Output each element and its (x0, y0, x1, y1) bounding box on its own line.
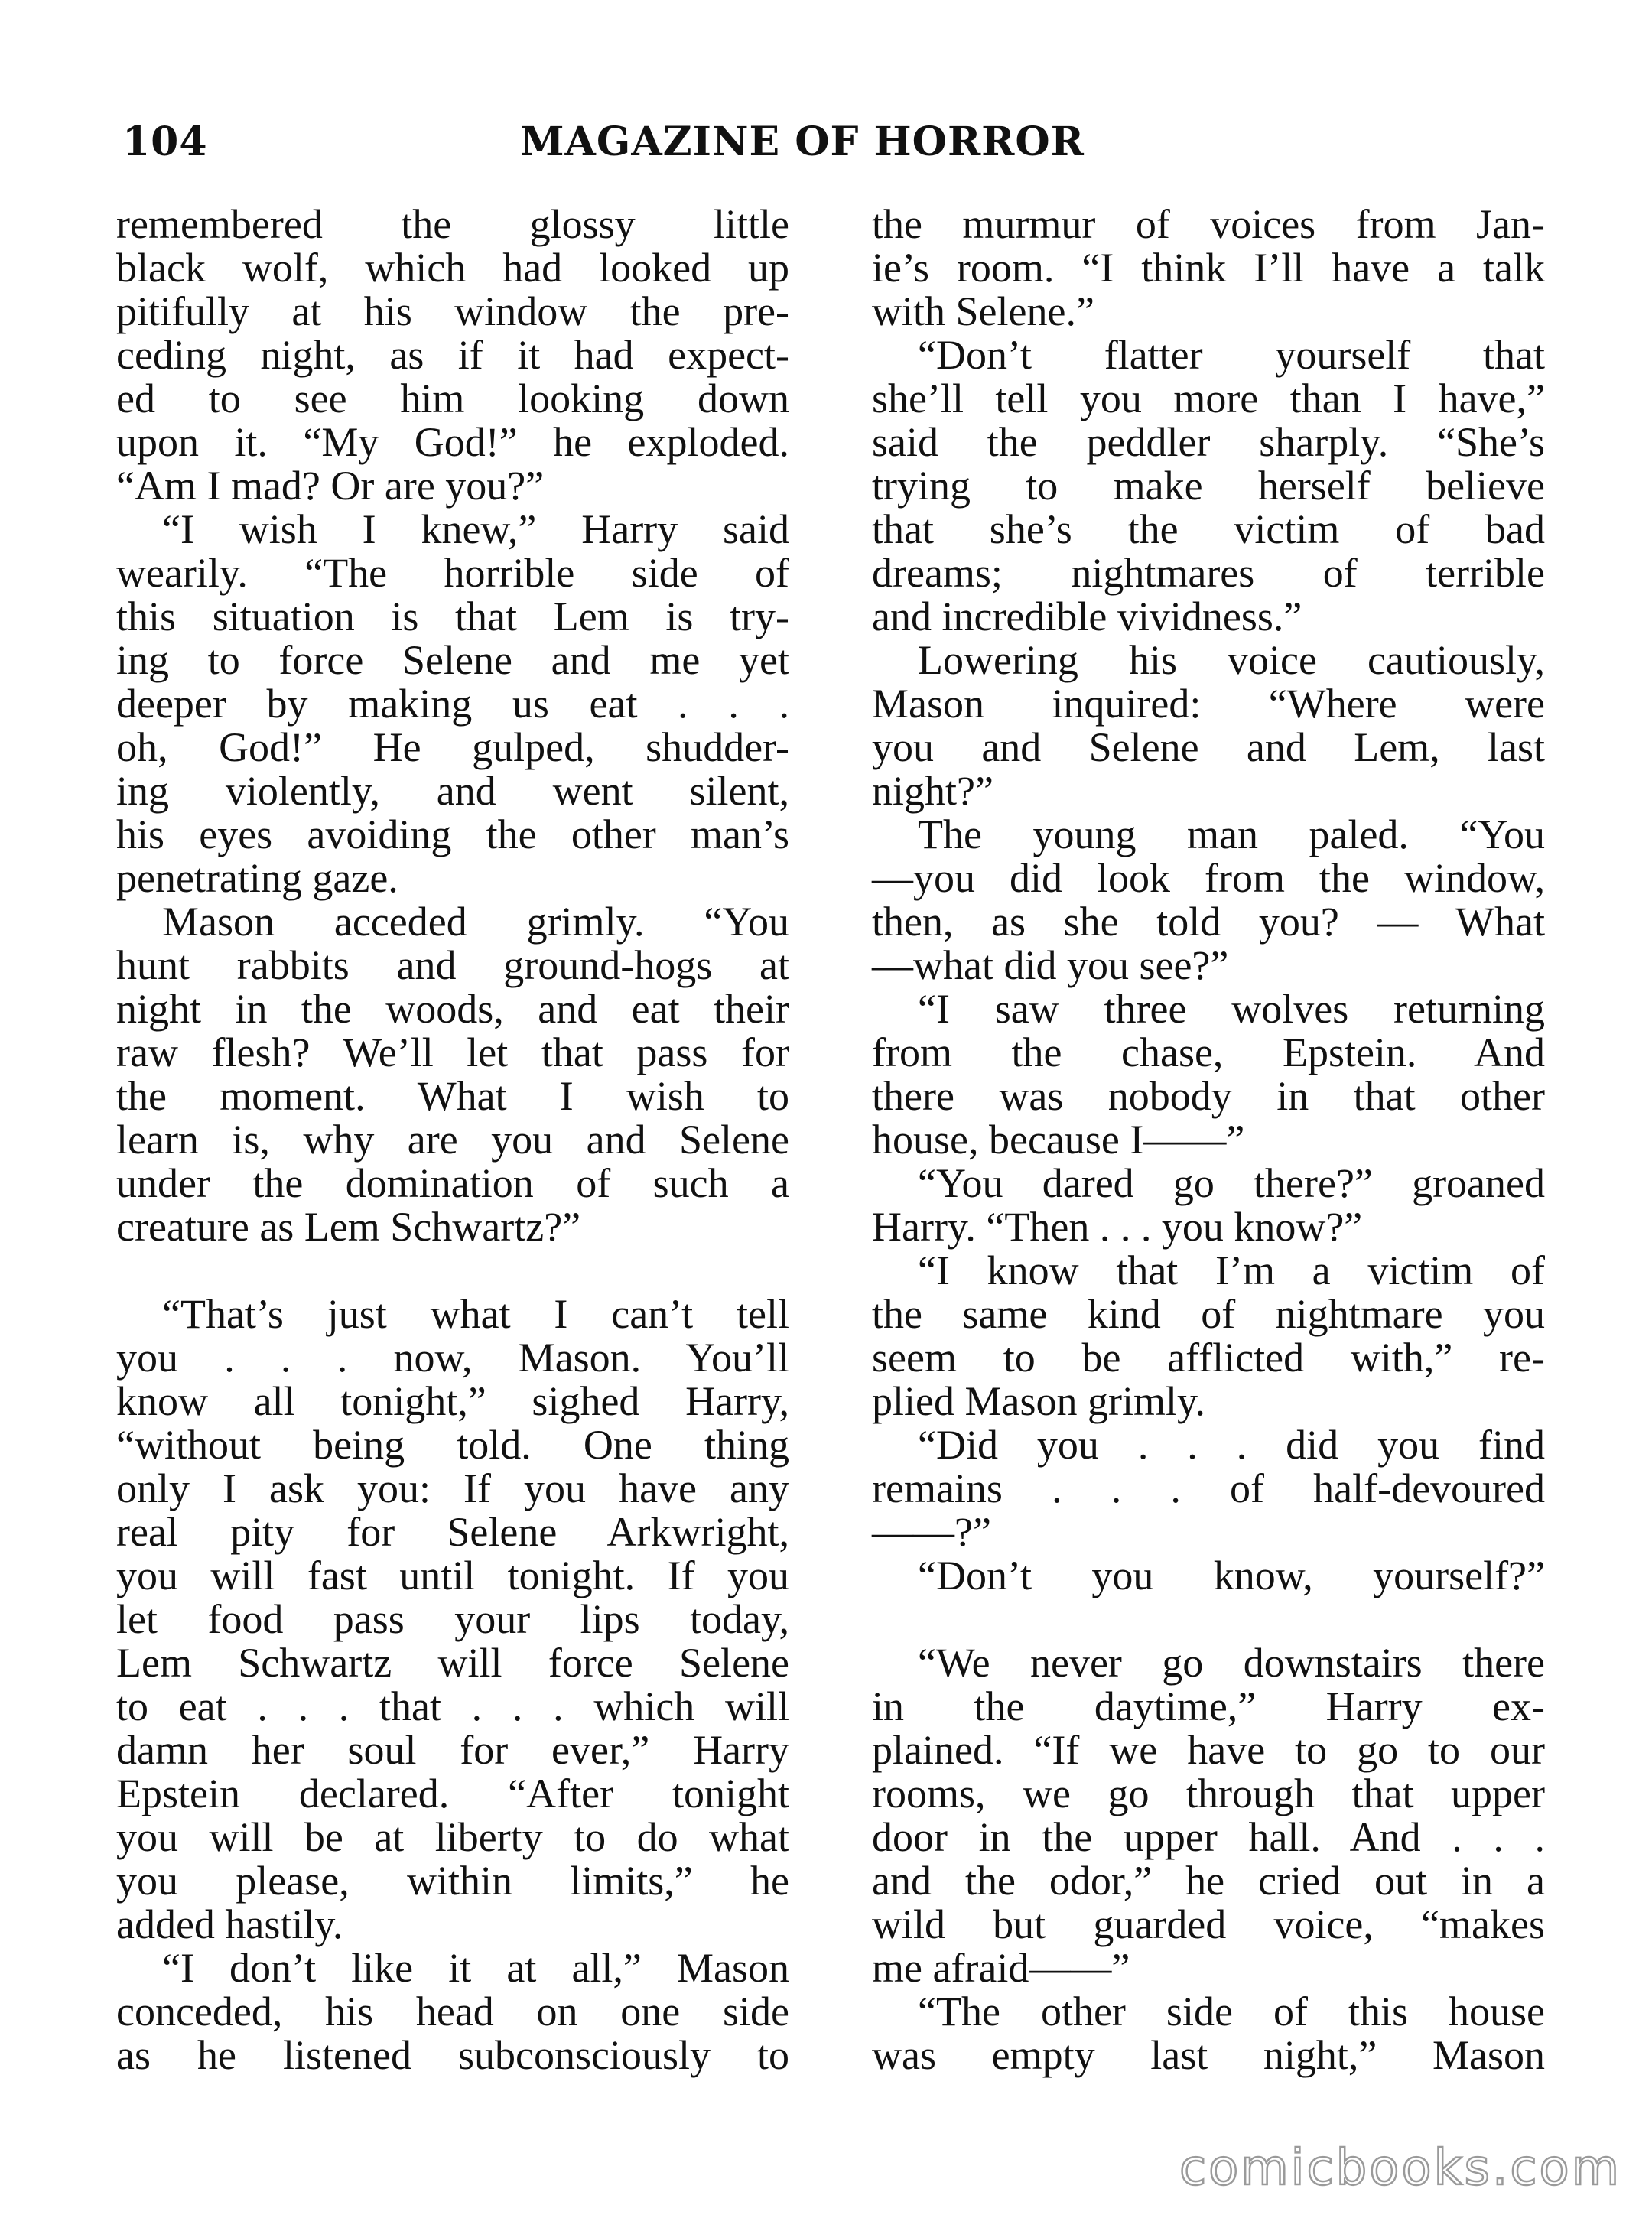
text-line: “I know that I’m a victim of (918, 1247, 1545, 1293)
text-line: “I don’t like it at all,” Mason (162, 1945, 789, 1991)
text-line: “Don’t you know, yourself?” (918, 1553, 1545, 1598)
text-line: to eat . . . that . . . which will (116, 1683, 789, 1729)
text-line: “I wish I knew,” Harry said (162, 506, 789, 552)
text-line: you . . . now, Mason. You’ll (116, 1335, 789, 1381)
text-line: raw flesh? We’ll let that pass for (116, 1029, 789, 1075)
text-line: Mason acceded grimly. “You (162, 899, 789, 945)
text-line: night in the woods, and eat their (116, 986, 789, 1032)
text-line: remains . . . of half-devoured (872, 1465, 1545, 1511)
paragraph-break (872, 1598, 1545, 1641)
text-line: only I ask you: If you have any (116, 1465, 789, 1511)
text-line: Lowering his voice cautiously, (918, 637, 1545, 683)
text-line: oh, God!” He gulped, shudder- (116, 724, 789, 770)
text-line: me afraid——” (872, 1945, 1130, 1991)
text-line: said the peddler sharply. “She’s (872, 419, 1545, 465)
text-line: there was nobody in that other (872, 1073, 1545, 1119)
text-line: “I saw three wolves returning (918, 986, 1545, 1032)
text-line: ed to see him looking down (116, 376, 789, 421)
text-line: “We never go downstairs there (918, 1640, 1545, 1686)
text-line: added hastily. (116, 1901, 343, 1947)
text-line: then, as she told you? — What (872, 899, 1545, 945)
text-line: plied Mason grimly. (872, 1378, 1205, 1424)
text-line: that she’s the victim of bad (872, 506, 1545, 552)
running-head-title: MAGAZINE OF HORROR (520, 119, 1085, 165)
text-line: with Selene.” (872, 288, 1094, 334)
text-line: remembered the glossy little (116, 201, 789, 247)
text-line: creature as Lem Schwartz?” (116, 1204, 581, 1250)
text-line: ——?” (872, 1509, 991, 1555)
text-line: as he listened subconsciously to (116, 2032, 789, 2078)
text-line: “Don’t flatter yourself that (918, 332, 1545, 378)
text-line: under the domination of such a (116, 1160, 789, 1206)
text-line: pitifully at his window the pre- (116, 288, 789, 334)
text-line: real pity for Selene Arkwright, (116, 1509, 789, 1555)
text-line: “That’s just what I can’t tell (162, 1291, 789, 1337)
text-line: from the chase, Epstein. And (872, 1029, 1545, 1075)
text-line: in the daytime,” Harry ex- (872, 1683, 1545, 1729)
text-line: she’ll tell you more than I have,” (872, 376, 1545, 421)
text-line: Mason inquired: “Where were (872, 681, 1545, 727)
text-line: wild but guarded voice, “makes (872, 1901, 1545, 1947)
text-line: you and Selene and Lem, last (872, 724, 1545, 770)
paragraph-break (116, 1249, 789, 1293)
text-line: night?” (872, 768, 993, 814)
text-line: house, because I——” (872, 1117, 1245, 1163)
text-line: ing violently, and went silent, (116, 768, 789, 814)
text-line: damn her soul for ever,” Harry (116, 1727, 789, 1773)
text-line: let food pass your lips today, (116, 1596, 789, 1642)
text-line: and incredible vividness.” (872, 594, 1302, 639)
text-column-right (872, 203, 1545, 2077)
text-line: black wolf, which had looked up (116, 245, 789, 291)
page-number: 104 (122, 119, 208, 165)
text-line: —what did you see?” (872, 942, 1229, 988)
text-line: know all tonight,” sighed Harry, (116, 1378, 789, 1424)
text-line: this situation is that Lem is try- (116, 594, 789, 639)
text-line: the murmur of voices from Jan- (872, 201, 1545, 247)
text-line: you will be at liberty to do what (116, 1814, 789, 1860)
text-line: —you did look from the window, (872, 855, 1545, 901)
text-line: the same kind of nightmare you (872, 1291, 1545, 1337)
text-line: The young man paled. “You (918, 811, 1545, 857)
text-line: deeper by making us eat . . . (116, 681, 789, 727)
text-line: Harry. “Then . . . you know?” (872, 1204, 1363, 1250)
text-line: ie’s room. “I think I’ll have a talk (872, 245, 1545, 291)
text-line: “Am I mad? Or are you?” (116, 463, 545, 509)
text-line: conceded, his head on one side (116, 1989, 789, 2034)
text-line: seem to be afflicted with,” re- (872, 1335, 1545, 1381)
text-line: the moment. What I wish to (116, 1073, 789, 1119)
text-line: “You dared go there?” groaned (918, 1160, 1545, 1206)
text-line: penetrating gaze. (116, 855, 398, 901)
text-line: you will fast until tonight. If you (116, 1553, 789, 1598)
text-line: and the odor,” he cried out in a (872, 1858, 1545, 1904)
text-line: dreams; nightmares of terrible (872, 550, 1545, 596)
text-line: ing to force Selene and me yet (116, 637, 789, 683)
text-line: Epstein declared. “After tonight (116, 1771, 789, 1816)
text-line: rooms, we go through that upper (872, 1771, 1545, 1816)
text-line: wearily. “The horrible side of (116, 550, 789, 596)
watermark: comicbooks.com (1179, 2140, 1621, 2197)
text-line: ceding night, as if it had expect- (116, 332, 789, 378)
text-line: you please, within limits,” he (116, 1858, 789, 1904)
text-line: his eyes avoiding the other man’s (116, 811, 789, 857)
text-line: “The other side of this house (918, 1989, 1545, 2034)
text-line: learn is, why are you and Selene (116, 1117, 789, 1163)
text-line: upon it. “My God!” he exploded. (116, 419, 789, 465)
text-line: “Did you . . . did you find (918, 1422, 1545, 1468)
text-line: trying to make herself believe (872, 463, 1545, 509)
text-column-left (116, 203, 789, 2077)
text-line: plained. “If we have to go to our (872, 1727, 1545, 1773)
text-line: was empty last night,” Mason (872, 2032, 1545, 2078)
text-line: Lem Schwartz will force Selene (116, 1640, 789, 1686)
text-line: hunt rabbits and ground-hogs at (116, 942, 789, 988)
text-line: door in the upper hall. And . . . (872, 1814, 1545, 1860)
text-line: “without being told. One thing (116, 1422, 789, 1468)
